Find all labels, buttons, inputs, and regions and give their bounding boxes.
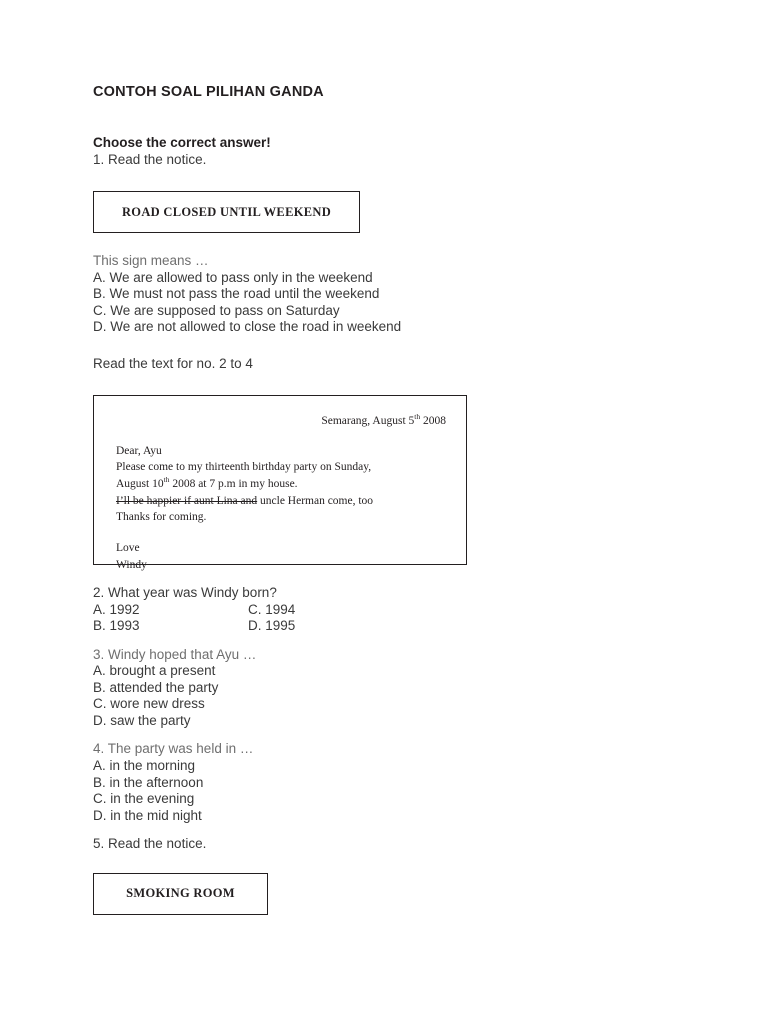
letter-line-3-rest: uncle Herman come, too bbox=[257, 494, 374, 507]
letter-line-2-part-b: 2008 at 7 p.m in my house. bbox=[169, 478, 298, 491]
letter-line-3-struck: I’ll be happier if aunt Lina and bbox=[116, 494, 258, 507]
letter-line-2-ordinal: th bbox=[163, 475, 170, 485]
question-4-option-b: B. in the afternoon bbox=[93, 774, 204, 790]
letter-line-2-part-a: August 10 bbox=[116, 478, 164, 491]
letter-line-4: Thanks for coming. bbox=[116, 511, 207, 524]
letter-salutation: Dear, Ayu bbox=[116, 444, 162, 457]
letter-line-2 bbox=[116, 476, 454, 493]
question-5-stem: 5. Read the notice. bbox=[93, 836, 207, 852]
question-2-option-a: A. 1992 bbox=[93, 601, 140, 617]
question-2-option-b: B. 1993 bbox=[93, 618, 140, 634]
letter-date-ordinal: th bbox=[414, 411, 421, 421]
question-2-row-2 bbox=[93, 618, 673, 634]
question-3-option-b: B. attended the party bbox=[93, 679, 219, 695]
question-2-option-d: D. 1995 bbox=[248, 618, 296, 634]
question-1-prompt: This sign means … bbox=[93, 253, 209, 269]
notice-sign-smoking-room: SMOKING ROOM bbox=[93, 873, 268, 915]
question-3-option-d: D. saw the party bbox=[93, 712, 191, 728]
page-title: CONTOH SOAL PILIHAN GANDA bbox=[93, 84, 324, 100]
question-1-option-c: C. We are supposed to pass on Saturday bbox=[93, 302, 340, 318]
question-3-stem: 3. Windy hoped that Ayu … bbox=[93, 646, 257, 662]
question-3-option-a: A. brought a present bbox=[93, 663, 216, 679]
document-body bbox=[93, 84, 673, 915]
letter-closing-block bbox=[116, 540, 454, 573]
notice-sign-road-closed: ROAD CLOSED UNTIL WEEKEND bbox=[93, 191, 360, 233]
question-1-option-d: D. We are not allowed to close the road in weekend bbox=[93, 319, 402, 335]
letter-body bbox=[116, 443, 454, 526]
letter-date bbox=[106, 411, 446, 429]
instruction-text: Choose the correct answer! bbox=[93, 135, 271, 151]
question-2-stem: 2. What year was Windy born? bbox=[93, 584, 277, 600]
question-4-option-d: D. in the mid night bbox=[93, 807, 202, 823]
question-2-option-c: C. 1994 bbox=[248, 601, 296, 617]
question-2-row-1 bbox=[93, 602, 673, 618]
letter-signature: Windy bbox=[116, 558, 147, 571]
question-3-option-c: C. wore new dress bbox=[93, 696, 205, 712]
letter-line-3 bbox=[116, 493, 454, 510]
letter-line-1: Please come to my thirteenth birthday party on Sunday, bbox=[116, 461, 372, 474]
question-4-stem: 4. The party was held in … bbox=[93, 741, 254, 757]
question-4-option-a: A. in the morning bbox=[93, 758, 196, 774]
reading-instruction: Read the text for no. 2 to 4 bbox=[93, 355, 253, 371]
letter-date-year: 2008 bbox=[420, 414, 446, 427]
letter-closing: Love bbox=[116, 542, 140, 555]
question-1-option-a: A. We are allowed to pass only in the weekend bbox=[93, 270, 373, 286]
question-1-stem: 1. Read the notice. bbox=[93, 152, 207, 168]
question-1-option-b: B. We must not pass the road until the weekend bbox=[93, 286, 380, 302]
invitation-letter-box bbox=[93, 395, 467, 571]
question-2-options bbox=[93, 602, 673, 635]
letter-date-city: Semarang, August 5 bbox=[321, 414, 415, 427]
question-4-option-c: C. in the evening bbox=[93, 791, 195, 807]
